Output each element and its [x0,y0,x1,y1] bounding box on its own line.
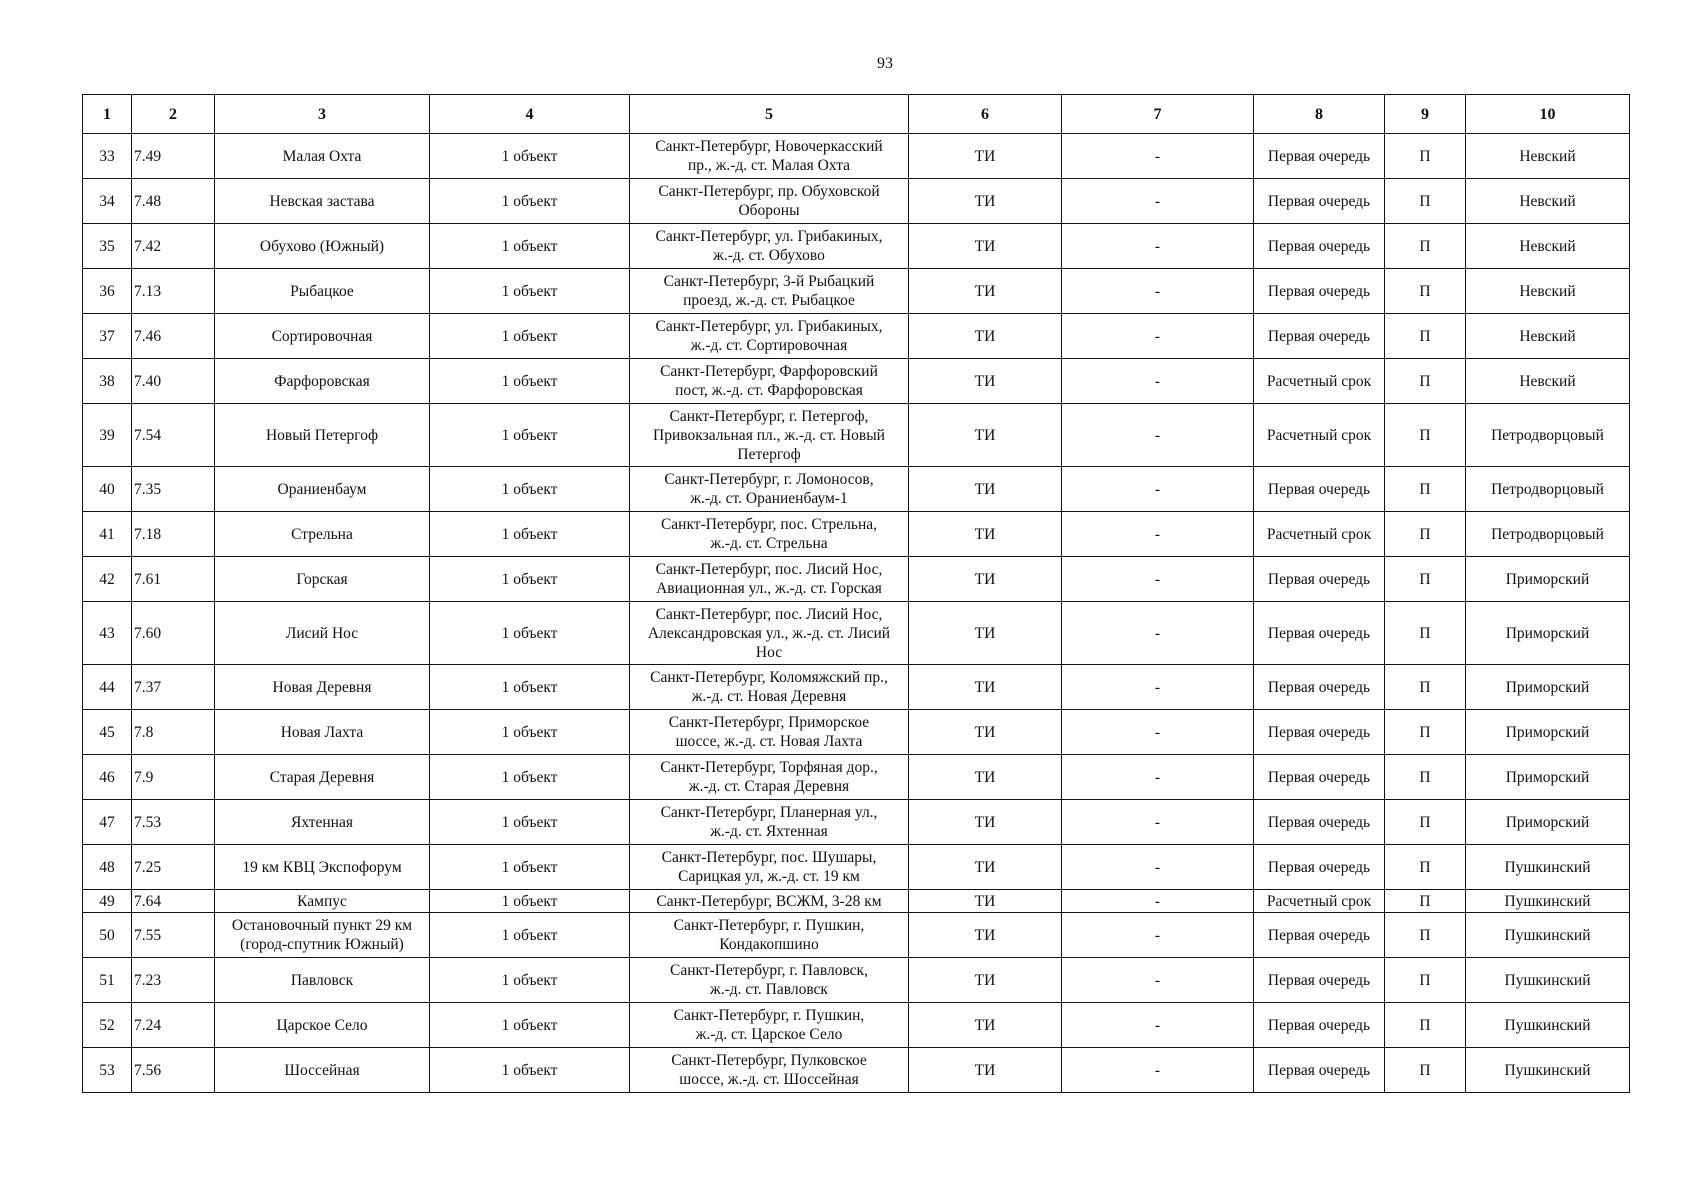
station-name-cell: Новая Деревня [215,665,430,710]
station-name-cell: Стрельна [215,512,430,557]
column-header: 3 [215,95,430,134]
row-number-cell: 51 [83,958,132,1003]
district-cell: Приморский [1466,800,1630,845]
address-cell [630,314,909,359]
quantity-cell: 1 объект [430,224,630,269]
address-line: Санкт-Петербург, г. Ломоносов, [664,471,874,488]
column-7-cell: - [1062,710,1254,755]
stage-cell: Первая очередь [1254,602,1385,665]
quantity-cell: 1 объект [430,602,630,665]
address-cell [630,890,909,913]
row-number-cell: 46 [83,755,132,800]
code-cell: 7.35 [132,467,215,512]
code-cell: 7.9 [132,755,215,800]
station-name-cell: Старая Деревня [215,755,430,800]
code-cell: 7.23 [132,958,215,1003]
column-9-cell: П [1385,958,1466,1003]
quantity-cell: 1 объект [430,269,630,314]
table-row [83,958,1630,1003]
type-cell: ТИ [909,512,1062,557]
table-body [83,134,1630,1093]
stage-cell: Первая очередь [1254,800,1385,845]
district-cell: Пушкинский [1466,1003,1630,1048]
station-name-cell: Малая Охта [215,134,430,179]
type-cell: ТИ [909,314,1062,359]
column-header: 10 [1466,95,1630,134]
quantity-cell: 1 объект [430,512,630,557]
district-cell: Пушкинский [1466,1048,1630,1093]
table-row [83,359,1630,404]
column-9-cell: П [1385,512,1466,557]
address-line: ж.-д. ст. Новая Деревня [691,688,847,705]
address-cell [630,710,909,755]
table-row [83,512,1630,557]
quantity-cell: 1 объект [430,958,630,1003]
station-name-cell: Невская застава [215,179,430,224]
type-cell: ТИ [909,800,1062,845]
row-number-cell: 43 [83,602,132,665]
district-cell: Приморский [1466,755,1630,800]
column-9-cell: П [1385,913,1466,958]
quantity-cell: 1 объект [430,755,630,800]
quantity-cell: 1 объект [430,359,630,404]
type-cell: ТИ [909,602,1062,665]
stage-cell: Расчетный срок [1254,512,1385,557]
table-row [83,755,1630,800]
address-line: Санкт-Петербург, Новочеркасский [655,138,883,155]
station-name-cell: Рыбацкое [215,269,430,314]
table-row [83,179,1630,224]
address-line: Привокзальная пл., ж.-д. ст. Новый [653,426,885,444]
address-line: Петергоф [737,445,801,463]
station-name-cell: Новый Петергоф [215,404,430,467]
table-row [83,314,1630,359]
table-row [83,1048,1630,1093]
address-cell [630,1003,909,1048]
district-cell: Невский [1466,179,1630,224]
table-row [83,710,1630,755]
address-line: ж.-д. ст. Ораниенбаум-1 [690,490,848,507]
address-line: пр., ж.-д. ст. Малая Охта [687,157,851,174]
address-cell [630,224,909,269]
quantity-cell: 1 объект [430,134,630,179]
address-line: шоссе, ж.-д. ст. Новая Лахта [675,733,863,750]
district-cell: Приморский [1466,602,1630,665]
type-cell: ТИ [909,1048,1062,1093]
column-9-cell: П [1385,557,1466,602]
address-line: Санкт-Петербург, Приморское [668,714,870,731]
column-7-cell: - [1062,1048,1254,1093]
stage-cell: Первая очередь [1254,755,1385,800]
code-cell: 7.48 [132,179,215,224]
column-9-cell: П [1385,134,1466,179]
address-line: Санкт-Петербург, Пулковское [671,1052,867,1069]
column-header: 8 [1254,95,1385,134]
stage-cell: Первая очередь [1254,1003,1385,1048]
address-cell [630,602,909,665]
address-line: ж.-д. ст. Царское Село [695,1026,843,1043]
registry-table [82,94,1630,1093]
quantity-cell: 1 объект [430,665,630,710]
column-9-cell: П [1385,224,1466,269]
column-7-cell: - [1062,179,1254,224]
type-cell: ТИ [909,845,1062,890]
row-number-cell: 52 [83,1003,132,1048]
district-cell: Приморский [1466,710,1630,755]
code-cell: 7.49 [132,134,215,179]
row-number-cell: 41 [83,512,132,557]
column-9-cell: П [1385,665,1466,710]
row-number-cell: 42 [83,557,132,602]
table-row [83,557,1630,602]
column-7-cell: - [1062,665,1254,710]
row-number-cell: 48 [83,845,132,890]
stage-cell: Первая очередь [1254,913,1385,958]
district-cell: Пушкинский [1466,913,1630,958]
address-cell [630,845,909,890]
station-name-cell: 19 км КВЦ Экспофорум [215,845,430,890]
type-cell: ТИ [909,890,1062,913]
code-cell: 7.24 [132,1003,215,1048]
address-line: ж.-д. ст. Яхтенная [710,823,828,840]
header-row [83,95,1630,134]
station-name-cell: Яхтенная [215,800,430,845]
row-number-cell: 50 [83,913,132,958]
quantity-cell: 1 объект [430,467,630,512]
column-9-cell: П [1385,404,1466,467]
column-9-cell: П [1385,359,1466,404]
table-row [83,1003,1630,1048]
code-cell: 7.54 [132,404,215,467]
row-number-cell: 35 [83,224,132,269]
stage-cell: Первая очередь [1254,665,1385,710]
stage-cell: Первая очередь [1254,269,1385,314]
table-row [83,404,1630,467]
column-header: 6 [909,95,1062,134]
code-cell: 7.56 [132,1048,215,1093]
address-line: ж.-д. ст. Сортировочная [690,337,848,354]
row-number-cell: 39 [83,404,132,467]
type-cell: ТИ [909,710,1062,755]
table-row [83,890,1630,913]
quantity-cell: 1 объект [430,845,630,890]
column-7-cell: - [1062,557,1254,602]
table-row [83,665,1630,710]
address-line: проезд, ж.-д. ст. Рыбацкое [683,292,855,309]
address-line: Кондакопшино [719,936,819,953]
address-line: Санкт-Петербург, г. Пушкин, [673,1007,865,1024]
column-7-cell: - [1062,404,1254,467]
column-7-cell: - [1062,314,1254,359]
district-cell: Петродворцовый [1466,467,1630,512]
row-number-cell: 45 [83,710,132,755]
address-line: пост, ж.-д. ст. Фарфоровская [675,382,863,399]
code-cell: 7.18 [132,512,215,557]
column-7-cell: - [1062,1003,1254,1048]
station-name-cell: Остановочный пункт 29 км (город-спутник Южный) [215,913,430,958]
column-7-cell: - [1062,958,1254,1003]
code-cell: 7.40 [132,359,215,404]
type-cell: ТИ [909,1003,1062,1048]
address-line: ж.-д. ст. Павловск [710,981,828,998]
column-7-cell: - [1062,890,1254,913]
stage-cell: Первая очередь [1254,557,1385,602]
table-row [83,467,1630,512]
page-number: 93 [877,55,893,72]
type-cell: ТИ [909,665,1062,710]
district-cell: Приморский [1466,557,1630,602]
column-9-cell: П [1385,710,1466,755]
code-cell: 7.42 [132,224,215,269]
column-9-cell: П [1385,269,1466,314]
district-cell: Петродворцовый [1466,404,1630,467]
address-line: Санкт-Петербург, г. Павловск, [670,962,868,979]
address-line: Санкт-Петербург, ул. Грибакиных, [655,318,883,335]
table-row [83,845,1630,890]
column-9-cell: П [1385,602,1466,665]
address-cell [630,467,909,512]
address-cell [630,958,909,1003]
address-line: Сарицкая ул, ж.-д. ст. 19 км [678,868,860,885]
type-cell: ТИ [909,359,1062,404]
address-cell [630,665,909,710]
column-7-cell: - [1062,800,1254,845]
quantity-cell: 1 объект [430,800,630,845]
type-cell: ТИ [909,467,1062,512]
row-number-cell: 33 [83,134,132,179]
column-7-cell: - [1062,512,1254,557]
quantity-cell: 1 объект [430,710,630,755]
district-cell: Невский [1466,359,1630,404]
district-cell: Невский [1466,314,1630,359]
quantity-cell: 1 объект [430,314,630,359]
type-cell: ТИ [909,913,1062,958]
column-9-cell: П [1385,845,1466,890]
table-row [83,602,1630,665]
address-line: Санкт-Петербург, Фарфоровский [660,363,878,380]
stage-cell: Расчетный срок [1254,890,1385,913]
column-header: 2 [132,95,215,134]
column-header: 5 [630,95,909,134]
address-line: Санкт-Петербург, пос. Шушары, [661,849,877,866]
stage-cell: Первая очередь [1254,958,1385,1003]
type-cell: ТИ [909,958,1062,1003]
type-cell: ТИ [909,557,1062,602]
column-7-cell: - [1062,359,1254,404]
column-9-cell: П [1385,467,1466,512]
district-cell: Петродворцовый [1466,512,1630,557]
address-line: Авиационная ул., ж.-д. ст. Горская [656,580,882,597]
station-name-cell: Павловск [215,958,430,1003]
row-number-cell: 53 [83,1048,132,1093]
station-name-cell: Новая Лахта [215,710,430,755]
table-row [83,269,1630,314]
station-name-cell: Горская [215,557,430,602]
type-cell: ТИ [909,134,1062,179]
column-9-cell: П [1385,890,1466,913]
stage-cell: Первая очередь [1254,134,1385,179]
quantity-cell: 1 объект [430,890,630,913]
column-9-cell: П [1385,800,1466,845]
row-number-cell: 34 [83,179,132,224]
row-number-cell: 40 [83,467,132,512]
station-name-cell: Ораниенбаум [215,467,430,512]
stage-cell: Первая очередь [1254,224,1385,269]
address-line: Санкт-Петербург, пос. Лисий Нос, [655,605,883,623]
column-7-cell: - [1062,755,1254,800]
table-row [83,224,1630,269]
column-7-cell: - [1062,134,1254,179]
address-line: Санкт-Петербург, ВСЖМ, 3-28 км [656,892,882,910]
quantity-cell: 1 объект [430,1048,630,1093]
stage-cell: Первая очередь [1254,710,1385,755]
stage-cell: Расчетный срок [1254,359,1385,404]
district-cell: Пушкинский [1466,890,1630,913]
station-name-cell: Лисий Нос [215,602,430,665]
column-header: 9 [1385,95,1466,134]
address-cell [630,269,909,314]
code-cell: 7.46 [132,314,215,359]
code-cell: 7.55 [132,913,215,958]
address-line: Санкт-Петербург, пос. Стрельна, [660,516,878,533]
address-line: Санкт-Петербург, г. Пушкин, [673,917,865,934]
station-name-cell: Сортировочная [215,314,430,359]
address-line: Санкт-Петербург, пос. Лисий Нос, [655,561,883,578]
address-cell [630,404,909,467]
station-name-cell: Обухово (Южный) [215,224,430,269]
address-line: Санкт-Петербург, 3-й Рыбацкий [663,273,875,290]
address-cell [630,134,909,179]
code-cell: 7.37 [132,665,215,710]
district-cell: Пушкинский [1466,958,1630,1003]
district-cell: Приморский [1466,665,1630,710]
column-9-cell: П [1385,1048,1466,1093]
column-9-cell: П [1385,755,1466,800]
address-cell [630,359,909,404]
row-number-cell: 49 [83,890,132,913]
quantity-cell: 1 объект [430,404,630,467]
code-cell: 7.8 [132,710,215,755]
quantity-cell: 1 объект [430,913,630,958]
column-header: 1 [83,95,132,134]
station-name-cell: Кампус [215,890,430,913]
address-cell [630,512,909,557]
quantity-cell: 1 объект [430,1003,630,1048]
column-9-cell: П [1385,179,1466,224]
address-line: Санкт-Петербург, Планерная ул., [660,804,878,821]
address-cell [630,800,909,845]
address-line: Санкт-Петербург, г. Петергоф, [669,407,869,425]
district-cell: Невский [1466,224,1630,269]
address-line: шоссе, ж.-д. ст. Шоссейная [679,1071,859,1088]
district-cell: Пушкинский [1466,845,1630,890]
station-name-cell: Фарфоровская [215,359,430,404]
column-header: 4 [430,95,630,134]
type-cell: ТИ [909,404,1062,467]
address-line: Александровская ул., ж.-д. ст. Лисий [647,624,891,642]
table-row [83,134,1630,179]
code-cell: 7.13 [132,269,215,314]
district-cell: Невский [1466,269,1630,314]
stage-cell: Первая очередь [1254,467,1385,512]
station-name-cell: Шоссейная [215,1048,430,1093]
code-cell: 7.25 [132,845,215,890]
type-cell: ТИ [909,224,1062,269]
address-line: ж.-д. ст. Обухово [713,247,825,264]
column-9-cell: П [1385,314,1466,359]
quantity-cell: 1 объект [430,557,630,602]
code-cell: 7.61 [132,557,215,602]
district-cell: Невский [1466,134,1630,179]
address-line: Санкт-Петербург, пр. Обуховской [658,183,880,200]
address-line: Санкт-Петербург, Коломяжский пр., [650,669,888,686]
type-cell: ТИ [909,755,1062,800]
column-7-cell: - [1062,845,1254,890]
column-7-cell: - [1062,269,1254,314]
type-cell: ТИ [909,269,1062,314]
address-line: Санкт-Петербург, ул. Грибакиных, [655,228,883,245]
address-cell [630,1048,909,1093]
address-cell [630,179,909,224]
code-cell: 7.60 [132,602,215,665]
stage-cell: Первая очередь [1254,845,1385,890]
address-line: ж.-д. ст. Стрельна [710,535,828,552]
address-line: Санкт-Петербург, Торфяная дор., [660,759,878,776]
address-line: Обороны [738,202,800,219]
column-7-cell: - [1062,224,1254,269]
row-number-cell: 38 [83,359,132,404]
row-number-cell: 37 [83,314,132,359]
address-cell [630,913,909,958]
address-cell [630,557,909,602]
station-name-cell: Царское Село [215,1003,430,1048]
table-row [83,800,1630,845]
quantity-cell: 1 объект [430,179,630,224]
address-line: ж.-д. ст. Старая Деревня [688,778,850,795]
row-number-cell: 36 [83,269,132,314]
column-7-cell: - [1062,467,1254,512]
code-cell: 7.53 [132,800,215,845]
column-7-cell: - [1062,913,1254,958]
row-number-cell: 47 [83,800,132,845]
address-cell [630,755,909,800]
column-header: 7 [1062,95,1254,134]
stage-cell: Первая очередь [1254,179,1385,224]
code-cell: 7.64 [132,890,215,913]
type-cell: ТИ [909,179,1062,224]
row-number-cell: 44 [83,665,132,710]
column-9-cell: П [1385,1003,1466,1048]
stage-cell: Первая очередь [1254,314,1385,359]
stage-cell: Первая очередь [1254,1048,1385,1093]
column-7-cell: - [1062,602,1254,665]
stage-cell: Расчетный срок [1254,404,1385,467]
table-row [83,913,1630,958]
address-line: Нос [755,643,783,661]
